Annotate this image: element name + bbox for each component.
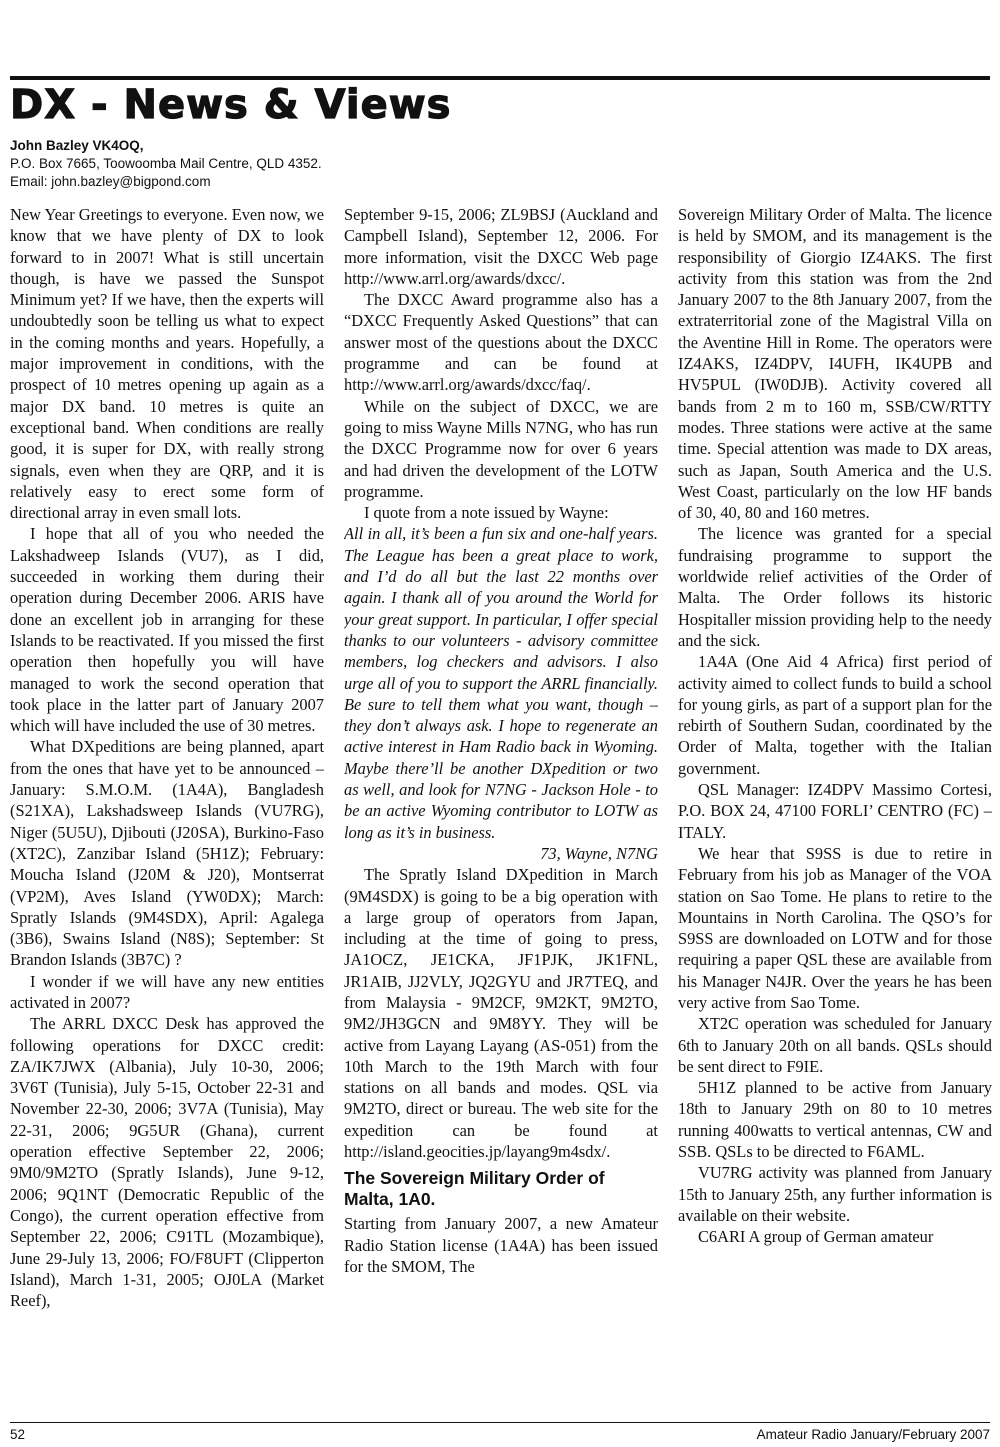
publication-name: Amateur Radio January/February 2007 [756, 1427, 990, 1442]
paragraph: VU7RG activity was planned from January 15th to January 25th, any further information is available on their website. [678, 1163, 992, 1225]
column-3 [678, 204, 992, 1414]
quote-signature: 73, Wayne, N7NG [540, 843, 658, 863]
paragraph: C6ARI A group of German amateur [698, 1227, 934, 1247]
author-email: Email: john.bazley@bigpond.com [10, 174, 211, 189]
author-name: John Bazley VK4OQ, [10, 138, 144, 153]
paragraph: I wonder if we will have any new entities activated in 2007? [10, 971, 324, 1012]
paragraph: New Year Greetings to everyone. Even now, we know that we have plenty of DX to look forward to in 2007! What is still uncertain though, is have we passed the Sunspot Minimum yet? If we have, then the experts will undoubtedly soon be telling us what to expect in the coming months and years. Hopefully, a major improvement in conditions, with the prospect of 10 metres opening up again as a major DX band. 10 metres is quite an exceptional band. When conditions are really good, it is super for DX, with really strong signals, even when they are QRP, and it is relatively easy to erect some form of directional array in even small lots. [10, 205, 324, 523]
author-address: P.O. Box 7665, Toowoomba Mail Centre, QLD 4352. [10, 156, 322, 171]
paragraph: I hope that all of you who needed the Lakshadweep Islands (VU7), as I did, succeeded in working them during their operation during December 2006. ARIS have done an excellent job in arranging for these Islands to be reactivated. If you missed the first operation then hopefully you will have managed to work the second operation that took place in the latter part of January 2007 which will have included the use of 30 metres. [10, 524, 324, 736]
title-rule [10, 76, 990, 80]
paragraph: We hear that S9SS is due to retire in February from his job as Manager of the VOA station on Sao Tome. He plans to retire to the Mountains in North Carolina. The QSO’s for S9SS are downloaded on LOTW and for those requiring a paper QSL these are available from his Manager N4JR. Over the years he has been very active from Sao Tome. [678, 843, 992, 1012]
page-title: DX - News & Views [10, 82, 452, 128]
paragraph: The DXCC Award programme also has a “DXCC Frequently Asked Questions” that can answer most of the questions about the DXCC programme and can be found at http://www.arrl.org/awards/dxcc/faq/. [344, 290, 658, 395]
paragraph: QSL Manager: IZ4DPV Massimo Cortesi, P.O. BOX 24, 47100 FORLI’ CENTRO (FC) – ITALY. [678, 780, 992, 842]
paragraph: September 9-15, 2006; ZL9BSJ (Auckland and Campbell Island), September 12, 2006. For more information, visit the DXCC Web page http://www.arrl.org/awards/dxcc/. [344, 205, 658, 288]
column-1 [10, 204, 324, 1414]
paragraph: I quote from a note issued by Wayne: [364, 503, 609, 523]
paragraph: While on the subject of DXCC, we are going to miss Wayne Mills N7NG, who has run the DXCC Programme now for over 6 years and had driven the development of the LOTW programme. [344, 396, 658, 501]
paragraph: Sovereign Military Order of Malta. The licence is held by SMOM, and its management is the responsibility of Giorgio IZ4AKS. The first activity from this station was from the 2nd January 2007 to the 8th January 2007, from the extraterritorial zone of the Magistral Villa on the Aventine Hill in Rome. The operators were IZ4AKS, IZ4DPV, I4UFH, IK4UPB and HV5PUL (IW0DJB). Activity covered all bands from 2 m to 160 m, SSB/CW/RTTY modes. Three stations were active at the same time. Special attention was made to DX areas, such as Japan, South America and the U.S. West Coast, particularly on the low HF bands of 30, 40, 80 and 160 metres. [678, 205, 992, 523]
paragraph: The Spratly Island DXpedition in March (9M4SDX) is going to be a big operation with a large group of operators from Japan, including at the time of going to press, JA1OCZ, JE1CKA, JF1PJK, JK1FNL, JR1AIB, JJ2VLY, JQ2GYU and JR7TEQ, and from Malaysia - 9M2CF, 9M2KT, 9M2TO, 9M2/JH3GCN and 9M8YY. They will be active from Layang Layang (AS-051) from the 10th March to the 19th March with four stations on all bands and modes. QSL via 9M2TO, direct or bureau. The web site for the expedition can be found at http://island.geocities.jp/layang9m4sdx/. [344, 865, 658, 1162]
paragraph: Starting from January 2007, a new Amateur Radio Station license (1A4A) has been issued for the SMOM, The [344, 1214, 658, 1276]
paragraph: XT2C operation was scheduled for January 6th to January 20th on all bands. QSLs should be sent direct to F9IE. [678, 1014, 992, 1076]
column-2 [344, 204, 658, 1414]
section-heading: The Sovereign Military Order of Malta, 1A0. [344, 1168, 605, 1210]
paragraph: 1A4A (One Aid 4 Africa) first period of activity aimed to collect funds to build a school for young girls, as part of a support plan for the rebirth of Southern Sudan, coordinated by the Order of Malta, together with the Italian government. [678, 652, 992, 778]
page-number: 52 [10, 1427, 26, 1442]
quote-paragraph: All in all, it’s been a fun six and one-half years. The League has been a great place to work, and I’d do all but the last 22 months over again. I thank all of you around the World for your great support. In particular, I offer special thanks to our volunteers - advisory committee members, log checkers and advisors. I also urge all of you to support the ARRL financially. Be sure to tell them what you want, though – they don’t always ask. I hope to regenerate an active interest in Ham Radio back in Wyoming. Maybe there’ll be another DXpedition or two as well, and look for N7NG - Jackson Hole - to be an active Wyoming contributor to LOTW as long as it’s in business. [344, 524, 658, 842]
paragraph: 5H1Z planned to be active from January 18th to January 29th on 80 to 10 metres running 400watts to vertical antennas, CW and SSB. QSLs to be directed to F6AML. [678, 1078, 992, 1162]
footer-rule [10, 1422, 990, 1423]
author-block [10, 137, 530, 191]
paragraph: The ARRL DXCC Desk has approved the following operations for DXCC credit: ZA/IK7JWX (Albania), July 10-30, 2006; 3V6T (Tunisia), July 5-15, October 22-31 and November 22-30, 2006; 3V7A (Tunisia), May 22-31, 2006; 9G5UR (Ghana), current operation effective September 22, 2006; 9M0/9M2TO (Spratly Islands), June 9-12, 2006; 9Q1NT (Democratic Republic of the Congo), the current operation effective from September 22, 2006; C91TL (Mozambique), June 29-July 13, 2006; FO/F8UFT (Clipperton Island), March 1-31, 2005; OJ0LA (Market Reef), [10, 1014, 324, 1311]
paragraph: What DXpeditions are being planned, apart from the ones that have yet to be announced – January: S.M.O.M. (1A4A), Bangladesh (S21XA), Lakshadsweep Islands (VU7RG), Niger (5U5U), Djibouti (J20SA), Burkino-Faso (XT2C), Zanzibar Island (5H1Z); February: Moucha Island (J20M & J20), Montserrat (VP2M), Aves Island (YW0DX); March: Spratly Islands (9M4SDX), April: Agalega (3B6), Swains Island (N8S); September: St Brandon Islands (3B7C) ? [10, 737, 324, 970]
paragraph: The licence was granted for a special fundraising programme to support the worldwide relief activities of the Order of Malta. The Order follows its historic Hospitaller mission providing help to the needy and the sick. [678, 524, 992, 650]
